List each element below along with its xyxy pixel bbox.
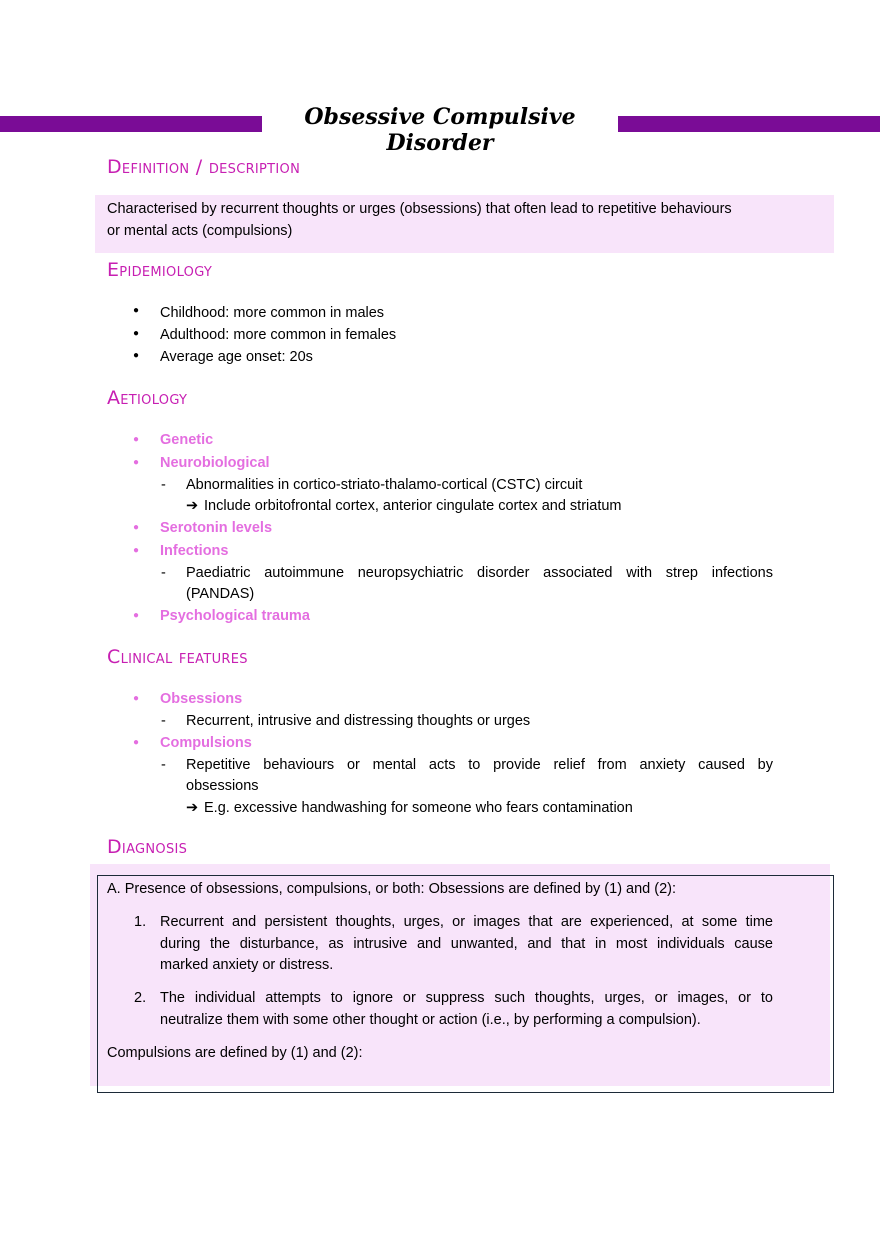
arrow-icon: ➔ bbox=[186, 800, 199, 816]
epidemiology-heading: Epidemiology bbox=[107, 259, 213, 281]
diagnosis-item-1-line-1: Recurrent and persistent thoughts, urges, or images that are experienced, at some time bbox=[160, 914, 773, 930]
definition-heading: Definition / description bbox=[107, 156, 301, 178]
clinical-compulsions-detail-line-2: obsessions bbox=[186, 778, 259, 794]
diagnosis-criterion-a: A. Presence of obsessions, compulsions, or both: Obsessions are defined by (1) and (2): bbox=[107, 881, 677, 897]
dash-icon: - bbox=[161, 477, 166, 493]
bullet-icon: ● bbox=[133, 305, 140, 316]
diagnosis-item-1-number: 1. bbox=[134, 914, 147, 930]
aetiology-infections-detail-line-2: (PANDAS) bbox=[186, 586, 255, 602]
epidemiology-item-childhood: Childhood: more common in males bbox=[160, 305, 385, 321]
aetiology-neurobiological-arrow-text: Include orbitofrontal cortex, anterior cingulate cortex and striatum bbox=[204, 498, 622, 514]
diagnosis-item-2-line-2: neutralize them with some other thought or action (i.e., by performing a compulsion). bbox=[160, 1012, 701, 1028]
aetiology-infections: Infections bbox=[160, 543, 229, 559]
pink-bullet-icon: ● bbox=[133, 610, 140, 621]
diagnosis-item-1-line-3: marked anxiety or distress. bbox=[160, 957, 334, 973]
title-bar-left bbox=[0, 116, 262, 132]
aetiology-infections-detail-line-1: Paediatric autoimmune neuropsychiatric disorder associated with strep infections bbox=[186, 565, 773, 581]
clinical-compulsions-example: E.g. excessive handwashing for someone who fears contamination bbox=[204, 800, 633, 816]
aetiology-serotonin: Serotonin levels bbox=[160, 520, 273, 536]
diagnosis-heading: Diagnosis bbox=[107, 836, 188, 858]
diagnosis-compulsions-definition: Compulsions are defined by (1) and (2): bbox=[107, 1045, 363, 1061]
pink-bullet-icon: ● bbox=[133, 693, 140, 704]
aetiology-neurobiological: Neurobiological bbox=[160, 455, 270, 471]
clinical-compulsions-detail-line-1: Repetitive behaviours or mental acts to provide relief from anxiety caused by bbox=[186, 757, 773, 773]
arrow-icon: ➔ bbox=[186, 498, 199, 514]
epidemiology-item-adulthood: Adulthood: more common in females bbox=[160, 327, 397, 343]
aetiology-genetic: Genetic bbox=[160, 432, 214, 448]
definition-text-line-1: Characterised by recurrent thoughts or urges (obsessions) that often lead to repetitive behaviours bbox=[107, 201, 732, 217]
aetiology-trauma: Psychological trauma bbox=[160, 608, 310, 624]
clinical-compulsions: Compulsions bbox=[160, 735, 252, 751]
clinical-obsessions-detail: Recurrent, intrusive and distressing thoughts or urges bbox=[186, 713, 531, 729]
aetiology-neurobiological-detail: Abnormalities in cortico-striato-thalamo-cortical (CSTC) circuit bbox=[186, 477, 583, 493]
dash-icon: - bbox=[161, 565, 166, 581]
pink-bullet-icon: ● bbox=[133, 457, 140, 468]
aetiology-heading: Aetiology bbox=[107, 387, 188, 409]
bullet-icon: ● bbox=[133, 350, 140, 361]
definition-text-line-2: or mental acts (compulsions) bbox=[107, 223, 293, 239]
pink-bullet-icon: ● bbox=[133, 737, 140, 748]
epidemiology-item-onset: Average age onset: 20s bbox=[160, 349, 313, 365]
diagnosis-item-2-number: 2. bbox=[134, 990, 147, 1006]
bullet-icon: ● bbox=[133, 328, 140, 339]
diagnosis-item-2-line-1: The individual attempts to ignore or suppress such thoughts, urges, or images, or to bbox=[160, 990, 773, 1006]
pink-bullet-icon: ● bbox=[133, 522, 140, 533]
dash-icon: - bbox=[161, 713, 166, 729]
pink-bullet-icon: ● bbox=[133, 545, 140, 556]
title-bar-right bbox=[618, 116, 880, 132]
dash-icon: - bbox=[161, 757, 166, 773]
pink-bullet-icon: ● bbox=[133, 434, 140, 445]
page-title: Obsessive Compulsive Disorder bbox=[304, 104, 576, 156]
diagnosis-item-1-line-2: during the disturbance, as intrusive and unwanted, and that in most individuals cause bbox=[160, 936, 773, 952]
clinical-obsessions: Obsessions bbox=[160, 691, 243, 707]
clinical-features-heading: Clinical features bbox=[107, 646, 248, 668]
